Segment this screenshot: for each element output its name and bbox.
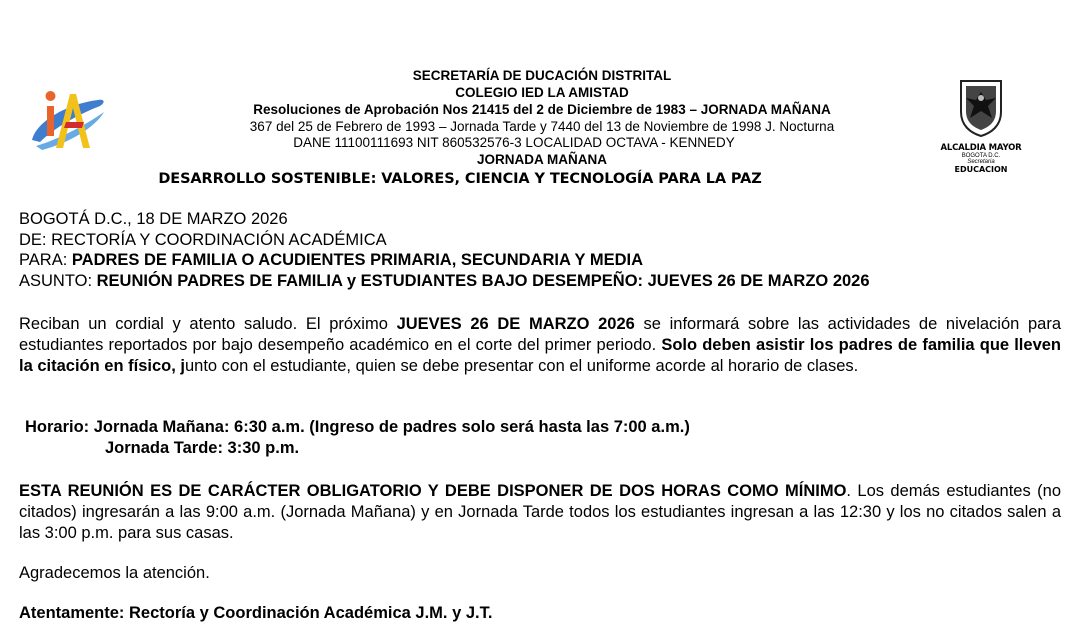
schedule-afternoon: Jornada Tarde: 3:30 p.m. (105, 439, 300, 457)
letter-to-value: PADRES DE FAMILIA O ACUDIENTES PRIMARIA, SECUNDARIA Y MEDIA (71, 251, 644, 269)
header-resolutions: Resoluciones de Aprobación Nos 21415 del 2 de Diciembre de 1983 – JORNADA MAÑANA (253, 102, 831, 117)
header-dane-nit: DANE 11100111693 NIT 860532576-3 LOCALIDAD OCTAVA - KENNEDY (293, 135, 735, 150)
paragraph-greeting-text-3: unto con el estudiante, quien se debe presentar con el uniforme acorde al horario de clases. (184, 357, 859, 375)
alcaldia-secretaria: Secretaria (967, 159, 995, 165)
alcaldia-city: BOGOTA D.C. (961, 153, 1001, 159)
attendance-requirement: Solo deben asistir los padres de familia que lleven la citación en físico, j (19, 336, 1061, 375)
paragraph-greeting-text-2: se informará sobre las actividades de nivelación para estudiantes reportados por bajo desempeño académico en el corte del primer periodo. (19, 315, 1062, 354)
schedule-morning: Horario: Jornada Mañana: 6:30 a.m. (Ingreso de padres solo será hasta las 7:00 a.m.) (25, 418, 690, 436)
letter-subject-value: REUNIÓN PADRES DE FAMILIA y ESTUDIANTES BAJO DESEMPEÑO: JUEVES 26 DE MARZO 2026 (96, 272, 870, 290)
alcaldia-educacion: EDUCACION (954, 165, 1008, 174)
paragraph-greeting (19, 314, 1061, 377)
header-jornada: JORNADA MAÑANA (477, 152, 607, 167)
alcaldia-title: ALCALDIA MAYOR (940, 143, 1022, 153)
letter-subject (19, 272, 870, 291)
letter-date: BOGOTÁ D.C., 18 DE MARZO 2026 (19, 210, 288, 228)
header-school-name: COLEGIO IED LA AMISTAD (455, 85, 629, 100)
paragraph-obligatory (19, 481, 1061, 544)
header-resolutions-detail: 367 del 25 de Febrero de 1993 – Jornada Tarde y 7440 del 13 de Noviembre de 1998 J. Nocturna (249, 119, 835, 134)
header-secretaria: SECRETARÍA DE DUCACIÓN DISTRITAL (412, 68, 672, 83)
obligatory-notice: ESTA REUNIÓN ES DE CARÁCTER OBLIGATORIO Y DEBE DISPONER DE DOS HORAS COMO MÍNIMO (19, 482, 847, 500)
closing-thanks: Agradecemos la atención. (19, 564, 210, 582)
letter-to-label: PARA: (19, 251, 72, 269)
paragraph-greeting-text: Reciban un cordial y atento saludo. El próximo (19, 315, 397, 333)
letter-from: DE: RECTORÍA Y COORDINACIÓN ACADÉMICA (19, 231, 387, 249)
paragraph-obligatory-text: . Los demás estudiantes (no citados) ingresarán a las 9:00 a.m. (Jornada Mañana) y en Jornada Tarde todos los estudiantes ingresan a las 12:30 y los no citados salen a las 3:00 p.m. para sus casas. (19, 482, 1061, 542)
meeting-date-highlight: JUEVES 26 DE MARZO 2026 (396, 315, 635, 333)
closing-signature: Atentamente: Rectoría y Coordinación Académica J.M. y J.T. (19, 604, 493, 622)
letter-to (19, 251, 643, 270)
header-motto: DESARROLLO SOSTENIBLE: VALORES, CIENCIA Y TECNOLOGÍA PARA LA PAZ (158, 171, 762, 187)
letter-subject-label: ASUNTO: (19, 272, 97, 290)
